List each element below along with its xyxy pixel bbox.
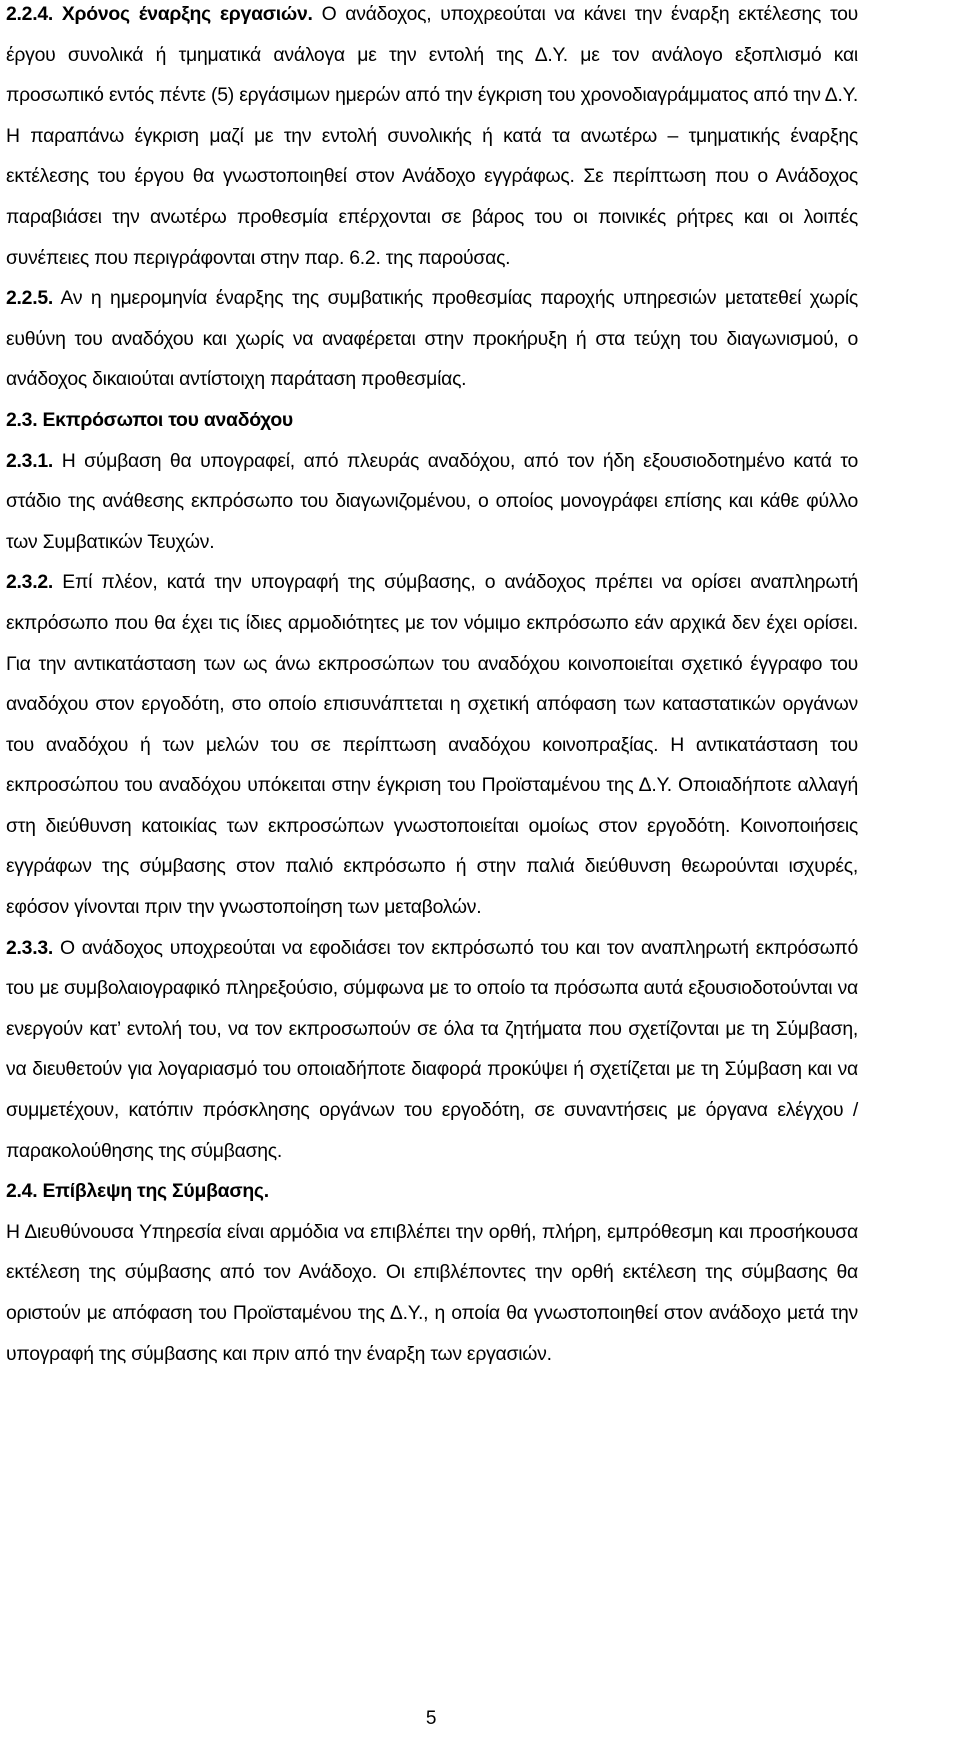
heading-2-3: 2.3. Εκπρόσωποι του αναδόχου	[6, 408, 293, 431]
document-body	[6, 0, 858, 1374]
paragraph-2-2-5	[6, 278, 858, 400]
paragraph-2-3-2	[6, 562, 858, 927]
paragraph-text: Αν η ημερομηνία έναρξης της συμβατικής προθεσμίας παροχής υπηρεσιών μετατεθεί χωρίς ευθύνη του αναδόχου και χωρίς να αναφέρεται στην προκήρυξη ή στα τεύχη του διαγωνισμού, ο ανάδοχος δικαιούται αντίστοιχη παράταση προθεσμίας.	[6, 287, 858, 391]
heading-2-4: 2.4. Επίβλεψη της Σύμβασης.	[6, 1180, 269, 1203]
section-number: 2.2.4.	[6, 3, 54, 25]
section-number: 2.3.3.	[6, 936, 54, 959]
paragraph-2-3-3	[6, 928, 858, 1172]
paragraph-2-3-1	[6, 441, 858, 563]
paragraph-2-4: Η Διευθύνουσα Υπηρεσία είναι αρμόδια να επιβλέπει την ορθή, πλήρη, εμπρόθεσμη και προσήκουσα εκτέλεση της σύμβασης από τον Ανάδοχο. Οι επιβλέποντες την ορθή εκτέλεση της σύμβασης θα οριστούν με απόφαση του Προϊσταμένου της Δ.Υ., η οποία θα γνωστοποιηθεί στον ανάδοχο μετά την υπογραφή της σύμβασης και πριν από την έναρξη των εργασιών.	[6, 1220, 858, 1365]
section-title: Χρόνος έναρξης εργασιών.	[61, 3, 313, 25]
paragraph-text: Επί πλέον, κατά την υπογραφή της σύμβασης, ο ανάδοχος πρέπει να ορίσει αναπληρωτή εκπρόσωπο που θα έχει τις ίδιες αρμοδιότητες με τον νόμιμο εκπρόσωπο εάν αρχικά δεν έχει ορίσει. Για την αντικατάσταση των ως άνω εκπροσώπων του αναδόχου κοινοποιείται σχετικό έγγραφο του αναδόχου στον εργοδότη, στο οποίο επισυνάπτεται η σχετική απόφαση των καταστατικών οργάνων του αναδόχου ή των μελών του σε περίπτωση αναδόχου κοινοπραξίας. Η αντικατάσταση του εκπροσώπου του αναδόχου υπόκειται στην έγκριση του Προϊσταμένου της Δ.Υ. Οποιαδήποτε αλλαγή στη διεύθυνση κατοικίας των εκπροσώπων γνωστοποιείται ομοίως στον εργοδότη. Κοινοποιήσεις εγγράφων της σύμβασης στον παλιό εκπρόσωπο ή στην παλιά διεύθυνση θεωρούνται ισχυρές, εφόσον γίνονται πριν την γνωστοποίηση των μεταβολών.	[6, 571, 859, 919]
page-number: 5	[425, 1708, 437, 1729]
paragraph-text: Ο ανάδοχος υποχρεούται να εφοδιάσει τον εκπρόσωπό του και τον αναπληρωτή εκπρόσωπό του με συμβολαιογραφικό πληρεξούσιο, σύμφωνα με το οποίο τα πρόσωπα αυτά εξουσιοδοτούνται να ενεργούν κατ’ εντολή του, να τον εκπροσωπούν σε όλα τα ζητήματα που σχετίζονται με τη Σύμβαση, να διευθετούν για λογαριασμό του οποιαδήποτε διαφορά προκύψει ή σχετίζεται με τη Σύμβαση και να συμμετέχουν, κατόπιν πρόσκλησης οργάνων του εργοδότη, σε συναντήσεις με όργανα ελέγχου / παρακολούθησης της σύμβασης.	[6, 936, 858, 1162]
paragraph-text: Η σύμβαση θα υπογραφεί, από πλευράς αναδόχου, από τον ήδη εξουσιοδοτημένο κατά το στάδιο της ανάθεσης εκπρόσωπο του διαγωνιζομένου, ο οποίος μονογράφει επίσης και κάθε φύλλο των Συμβατικών Τευχών.	[6, 449, 859, 553]
section-number: 2.2.5.	[6, 287, 54, 310]
section-number: 2.3.2.	[6, 571, 54, 594]
section-number: 2.3.1.	[6, 449, 54, 472]
paragraph-2-2-4	[6, 0, 858, 278]
paragraph-text: Ο ανάδοχος, υποχρεούται να κάνει την έναρξη εκτέλεσης του έργου συνολικά ή τμηματικά ανάλογα με την εντολή της Δ.Υ. με τον ανάλογο εξοπλισμό και προσωπικό εντός πέντε (5) εργάσιμων ημερών από την έγκριση του χρονοδιαγράμματος από την Δ.Υ. Η παραπάνω έγκριση μαζί με την εντολή συνολικής ή κατά τα ανωτέρω – τμηματικής έναρξης εκτέλεσης του έργου θα γνωστοποιηθεί στον Ανάδοχο εγγράφως. Σε περίπτωση που ο Ανάδοχος παραβιάσει την ανωτέρω προθεσμία επέρχονται σε βάρος του οι ποινικές ρήτρες και οι λοιπές συνέπειες που περιγράφονται στην παρ. 6.2. της παρούσας.	[6, 3, 858, 269]
